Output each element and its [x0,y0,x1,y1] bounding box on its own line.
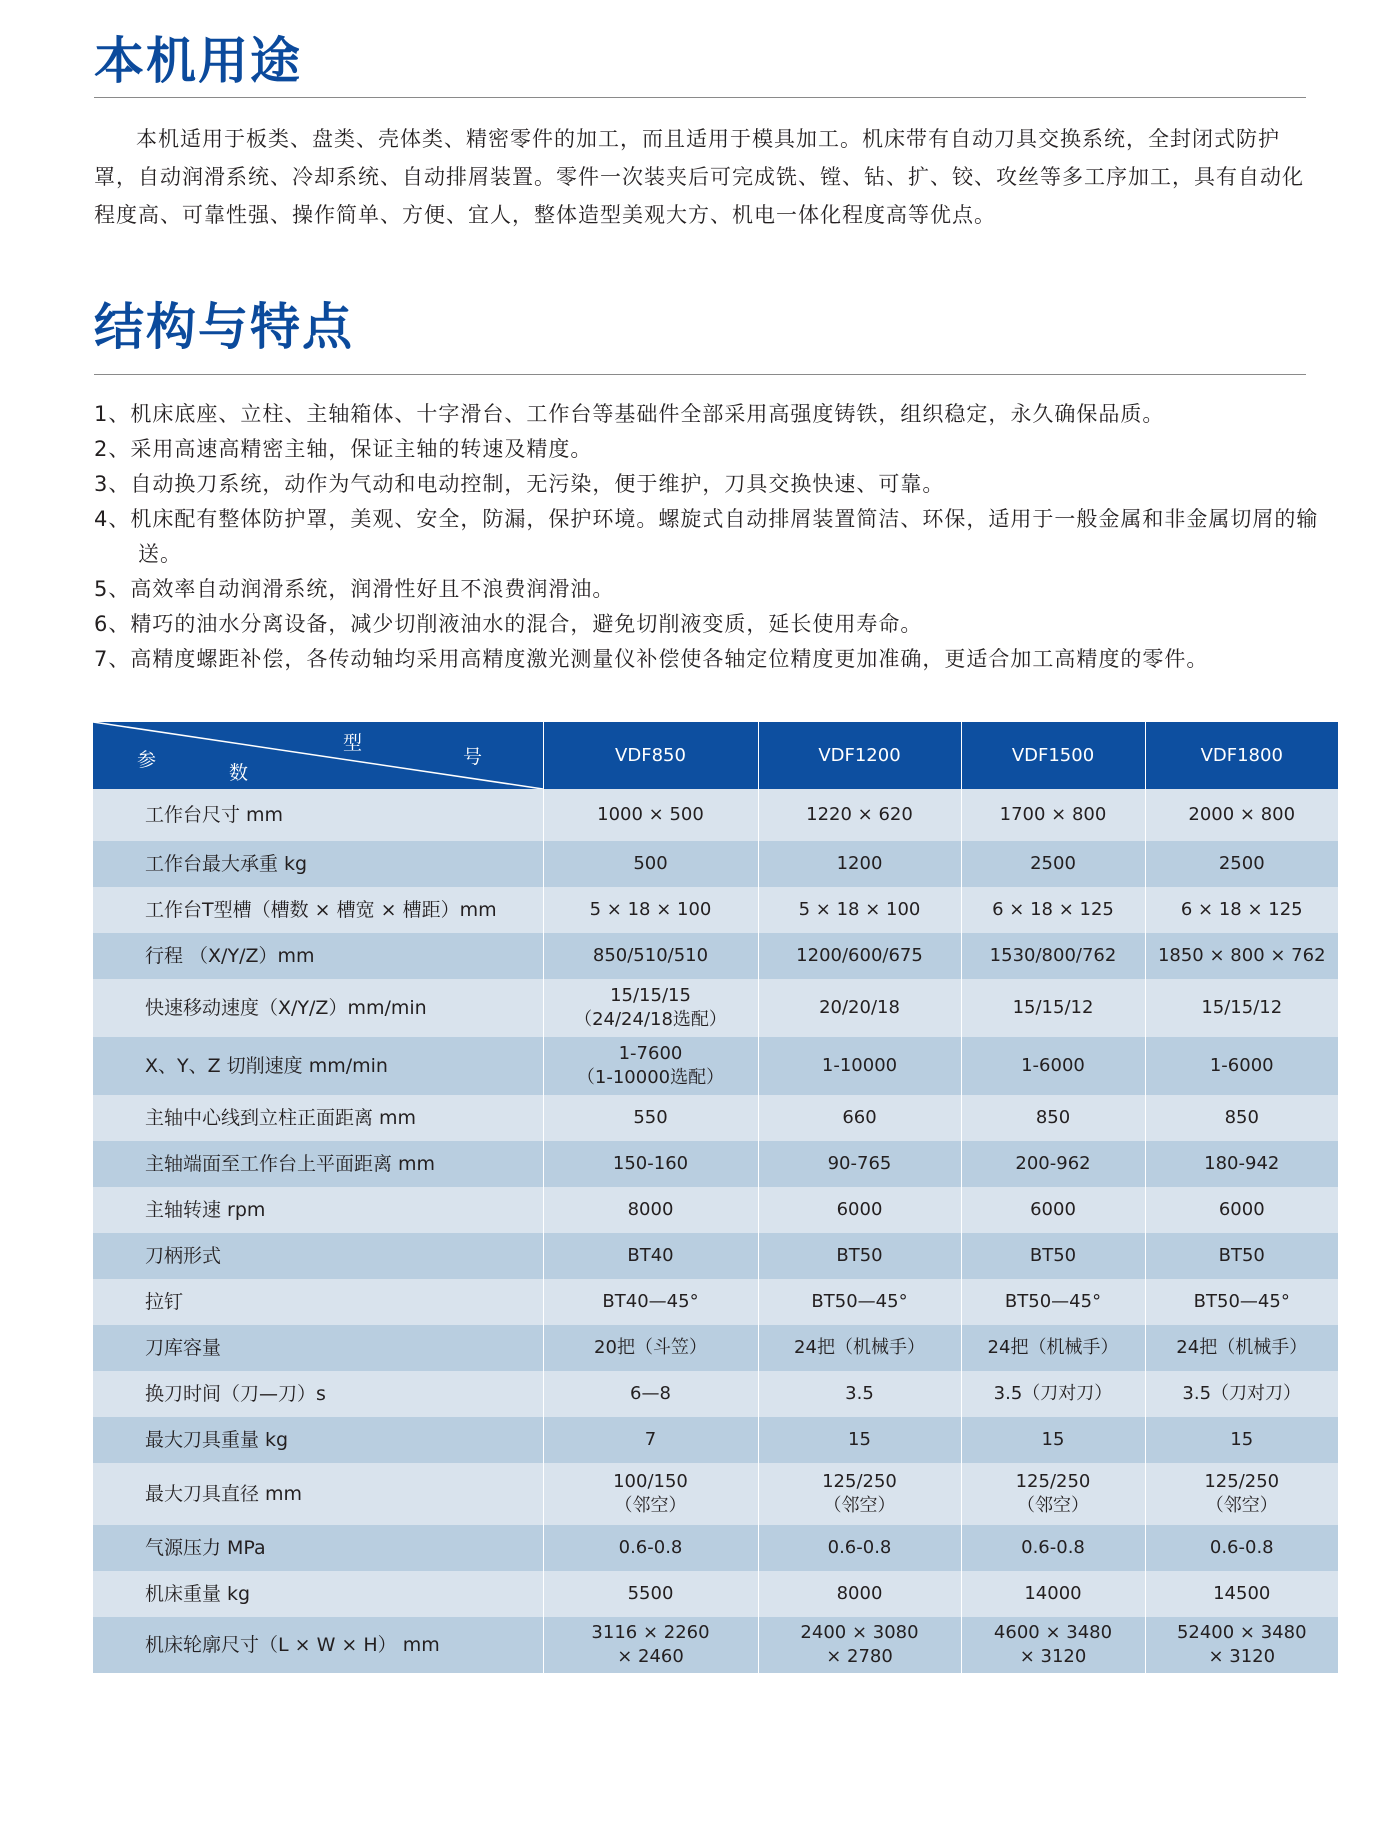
spec-row [93,1037,1338,1095]
spec-value: 1220 × 620 [758,789,961,841]
feature-item: 4、机床配有整体防护罩，美观、安全，防漏，保护环境。螺旋式自动排屑装置简洁、环保，适用于一般金属和非金属切屑的输送。 [94,507,1319,566]
spec-value: 6000 [1145,1187,1338,1233]
corner-param-char2: 数 [229,762,249,784]
spec-table [93,722,1338,1673]
spec-value: 0.6-0.8 [1145,1525,1338,1571]
spec-value: 6000 [758,1187,961,1233]
corner-model-char2: 号 [463,746,483,768]
spec-value: 52400 × 3480 × 3120 [1145,1617,1338,1673]
spec-value: 100/150 （邻空） [543,1463,758,1525]
corner-cell [93,722,543,789]
spec-row [93,1187,1338,1233]
spec-value: 7 [543,1417,758,1463]
model-header: VDF1200 [758,722,961,789]
feature-item: 5、高效率自动润滑系统，润滑性好且不浪费润滑油。 [94,577,615,601]
usage-title: 本机用途 [94,32,302,90]
spec-row-label: 最大刀具重量 kg [93,1417,543,1463]
spec-value: 180-942 [1145,1141,1338,1187]
feature-item: 6、精巧的油水分离设备，减少切削液油水的混合，避免切削液变质，延长使用寿命。 [94,612,923,636]
spec-row [93,1463,1338,1525]
spec-value: 1200 [758,841,961,887]
spec-value: 2000 × 800 [1145,789,1338,841]
spec-row-label: 换刀时间（刀—刀）s [93,1371,543,1417]
spec-value: BT50 [961,1233,1145,1279]
spec-value: 20把（斗笠） [543,1325,758,1371]
spec-row [93,1279,1338,1325]
spec-value: BT50—45° [961,1279,1145,1325]
model-header: VDF1800 [1145,722,1338,789]
spec-value: 1530/800/762 [961,933,1145,979]
spec-value: 0.6-0.8 [543,1525,758,1571]
spec-row-label: 主轴转速 rpm [93,1187,543,1233]
spec-value: 5 × 18 × 100 [758,887,961,933]
spec-row [93,1371,1338,1417]
feature-item: 1、机床底座、立柱、主轴箱体、十字滑台、工作台等基础件全部采用高强度铸铁，组织稳定，永久确保品质。 [94,402,1165,426]
spec-value: 660 [758,1095,961,1141]
spec-value: 500 [543,841,758,887]
spec-value: 6 × 18 × 125 [1145,887,1338,933]
spec-value: 2500 [961,841,1145,887]
spec-row-label: 最大刀具直径 mm [93,1463,543,1525]
spec-row [93,1325,1338,1371]
usage-paragraph: 本机适用于板类、盘类、壳体类、精密零件的加工，而且适用于模具加工。机床带有自动刀具交换系统，全封闭式防护罩，自动润滑系统、冷却系统、自动排屑装置。零件一次装夹后可完成铣、镗、钻、扩、铰、攻丝等多工序加工，具有自动化程度高、可靠性强、操作简单、方便、宜人，整体造型美观大方、机电一体化程度高等优点。 [94,127,1304,227]
features-divider [94,374,1306,375]
spec-value: 1-6000 [961,1037,1145,1095]
feature-item: 7、高精度螺距补偿，各传动轴均采用高精度激光测量仪补偿使各轴定位精度更加准确，更适合加工高精度的零件。 [94,647,1209,671]
spec-row-label: 工作台尺寸 mm [93,789,543,841]
spec-value: 6 × 18 × 125 [961,887,1145,933]
spec-row [93,1417,1338,1463]
spec-value: 15/15/15 （24/24/18选配） [543,979,758,1037]
spec-value: 1000 × 500 [543,789,758,841]
spec-value: 1200/600/675 [758,933,961,979]
corner-model-char1: 型 [343,732,363,754]
spec-value: BT50—45° [1145,1279,1338,1325]
spec-table-body [93,789,1338,1673]
spec-row [93,1233,1338,1279]
spec-value: 1-6000 [1145,1037,1338,1095]
spec-value: 6000 [961,1187,1145,1233]
spec-value: 1700 × 800 [961,789,1145,841]
spec-value: 5500 [543,1571,758,1617]
spec-value: 4600 × 3480 × 3120 [961,1617,1145,1673]
spec-value: 3.5 [758,1371,961,1417]
spec-value: 20/20/18 [758,979,961,1037]
spec-header-row [93,722,1338,789]
spec-row-label: 工作台T型槽（槽数 × 槽宽 × 槽距）mm [93,887,543,933]
spec-row [93,1141,1338,1187]
spec-value: 15/15/12 [961,979,1145,1037]
spec-row-label: 行程 （X/Y/Z）mm [93,933,543,979]
spec-row [93,933,1338,979]
spec-value: 24把（机械手） [1145,1325,1338,1371]
corner-param-char1: 参 [137,749,157,771]
spec-value: 3.5（刀对刀） [961,1371,1145,1417]
spec-value: 24把（机械手） [961,1325,1145,1371]
model-header: VDF850 [543,722,758,789]
spec-value: 1-10000 [758,1037,961,1095]
spec-value: 5 × 18 × 100 [543,887,758,933]
spec-value: 6—8 [543,1371,758,1417]
spec-row-label: 主轴中心线到立柱正面距离 mm [93,1095,543,1141]
spec-value: 14000 [961,1571,1145,1617]
spec-value: 90-765 [758,1141,961,1187]
spec-value: BT40 [543,1233,758,1279]
spec-value: 2400 × 3080 × 2780 [758,1617,961,1673]
spec-row [93,887,1338,933]
spec-row-label: 气源压力 MPa [93,1525,543,1571]
spec-row [93,841,1338,887]
spec-value: 24把（机械手） [758,1325,961,1371]
spec-value: 14500 [1145,1571,1338,1617]
features-list [94,397,1324,677]
spec-row-label: 工作台最大承重 kg [93,841,543,887]
spec-value: 125/250 （邻空） [758,1463,961,1525]
spec-value: BT50 [758,1233,961,1279]
spec-value: 15/15/12 [1145,979,1338,1037]
spec-value: 2500 [1145,841,1338,887]
spec-value: 15 [1145,1417,1338,1463]
spec-row [93,1617,1338,1673]
feature-item: 3、自动换刀系统，动作为气动和电动控制，无污染，便于维护，刀具交换快速、可靠。 [94,472,945,496]
spec-value: 125/250 （邻空） [961,1463,1145,1525]
spec-row-label: 机床轮廓尺寸（L × W × H） mm [93,1617,543,1673]
spec-value: 1850 × 800 × 762 [1145,933,1338,979]
spec-value: 3.5（刀对刀） [1145,1371,1338,1417]
spec-row [93,1525,1338,1571]
spec-value: 15 [961,1417,1145,1463]
spec-value: BT40—45° [543,1279,758,1325]
feature-item: 2、采用高速高精密主轴，保证主轴的转速及精度。 [94,437,593,461]
spec-value: 8000 [543,1187,758,1233]
spec-value: 150-160 [543,1141,758,1187]
spec-value: 0.6-0.8 [758,1525,961,1571]
spec-value: 8000 [758,1571,961,1617]
spec-row [93,979,1338,1037]
spec-value: BT50 [1145,1233,1338,1279]
spec-value: 1-7600 （1-10000选配） [543,1037,758,1095]
usage-divider [94,97,1306,98]
spec-value: 850 [1145,1095,1338,1141]
spec-value: 850/510/510 [543,933,758,979]
features-title: 结构与特点 [94,298,354,356]
spec-row-label: 主轴端面至工作台上平面距离 mm [93,1141,543,1187]
spec-value: 15 [758,1417,961,1463]
spec-value: 550 [543,1095,758,1141]
spec-row-label: 刀柄形式 [93,1233,543,1279]
spec-value: 850 [961,1095,1145,1141]
spec-value: 125/250 （邻空） [1145,1463,1338,1525]
spec-row [93,789,1338,841]
spec-value: BT50—45° [758,1279,961,1325]
spec-value: 200-962 [961,1141,1145,1187]
spec-row-label: 机床重量 kg [93,1571,543,1617]
model-header: VDF1500 [961,722,1145,789]
spec-value: 0.6-0.8 [961,1525,1145,1571]
spec-value: 3116 × 2260 × 2460 [543,1617,758,1673]
spec-row [93,1095,1338,1141]
spec-row-label: X、Y、Z 切削速度 mm/min [93,1037,543,1095]
spec-row-label: 刀库容量 [93,1325,543,1371]
spec-row-label: 拉钉 [93,1279,543,1325]
spec-row-label: 快速移动速度（X/Y/Z）mm/min [93,979,543,1037]
spec-row [93,1571,1338,1617]
